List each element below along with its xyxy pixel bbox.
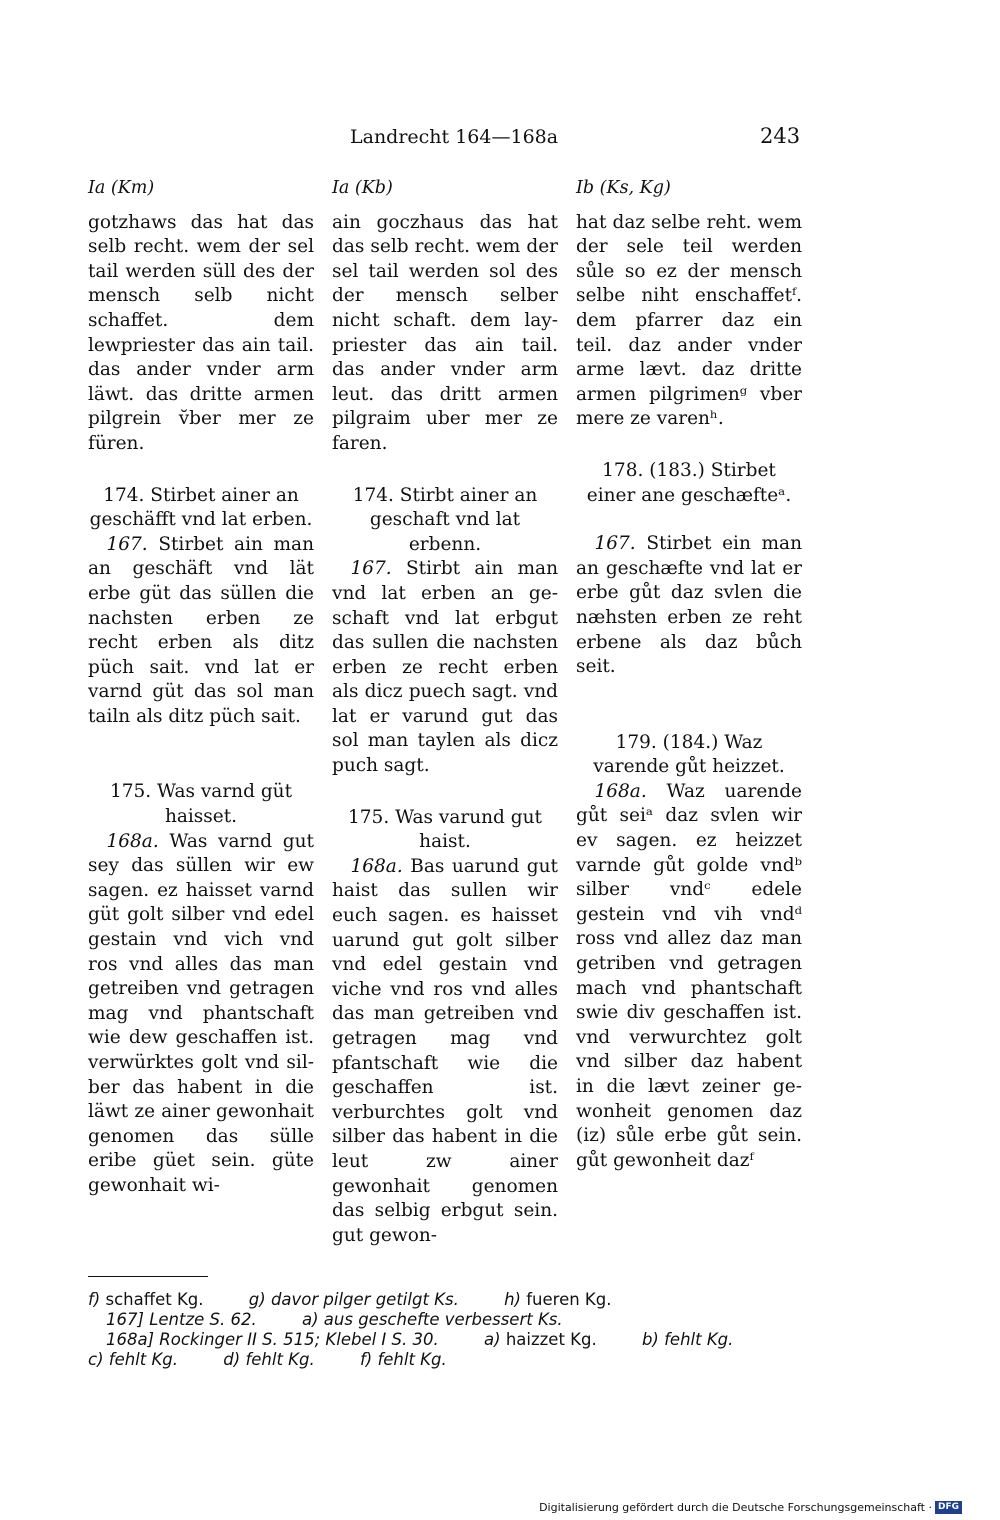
manuscript-siglum: Ia (Km) — [88, 178, 155, 198]
column-ia-kb — [332, 176, 558, 1248]
footnote-item — [106, 1310, 257, 1330]
footnote-text: Lentze S. 62. — [149, 1310, 257, 1329]
footnote-line — [88, 1330, 808, 1350]
intro-paragraph: gotzhaws das hat das selb recht. wem der sel tail werden süll des der mensch selb nicht schaffet. dem lewpriester das ain tail. das ander vnder arm läwt. das dritte armen pilgrein v̆ber mer ze füren. — [88, 211, 314, 454]
article-number: 168a. — [106, 830, 159, 852]
section-paragraph — [88, 533, 314, 730]
footnote-text: Rockinger II S. 515; Klebel I S. 30. — [159, 1330, 439, 1349]
section-heading: 174. Stirbet ainer an geschäfft vnd lat erben. — [89, 484, 313, 531]
footnote-line — [88, 1310, 808, 1330]
footnote-line — [88, 1350, 808, 1370]
footnote-text: haizzet Kg. — [505, 1330, 597, 1349]
article-text: Waz uarende gůt seiᵃ daz svlen wir ev sagen. ez heizzet varnde gůt golde vndᵇ silber vndᶜ edele gestein vnd vih vndᵈ ross vnd allez daz man getriben vnd getragen mach vnd phantschaft swie div geschaffen ist. vnd verwurchtez golt vnd silber daz habent in die lævt zeiner gewonheit genomen daz (iz) sůle erbe gůt sein. gůt gewonheit dazᶠ — [576, 780, 802, 1171]
section-heading: 175. Was varnd güt haisset. — [109, 781, 293, 828]
footnote-item — [88, 1290, 204, 1310]
footnote-item — [484, 1330, 597, 1350]
article-number: 168a. — [350, 855, 403, 877]
footnote-item — [302, 1310, 563, 1330]
intro-paragraph: hat daz selbe reht. wem der sele teil werden sůle so ez der mensch selbe niht enschaffetᶠ. dem pfarrer daz ein teil. daz ander vnder arme lævt. daz dritte armen pilgrimenᵍ vber mere ze varenʰ. — [576, 211, 802, 430]
section-heading: 179. (184.) Waz varende gůt heizzet. — [593, 731, 785, 778]
article-number: 168a. — [594, 780, 647, 802]
footnote-text: fehlt Kg. — [245, 1350, 315, 1369]
footnote-text: fehlt Kg. — [377, 1350, 447, 1369]
column-ib-ks-kg — [576, 176, 802, 1173]
footnote-text: fehlt Kg. — [108, 1350, 179, 1369]
footnote-label: h) — [504, 1290, 521, 1309]
footnote-label: f) — [359, 1350, 373, 1369]
footnote-item — [642, 1330, 733, 1350]
footnote-label: a) — [484, 1330, 501, 1349]
section-paragraph — [576, 532, 802, 680]
digitization-credit — [539, 1501, 962, 1514]
section-heading: 178. (183.) Stirbet einer ane geschæfteᵃ. — [586, 459, 792, 506]
dfg-logo: DFG — [935, 1501, 962, 1514]
footnote-label: c) — [88, 1350, 104, 1369]
article-text: Stirbet ein man an geschæfte vnd lat er erbe gůt daz svlen die næhsten erben ze reht erbene als daz bůch seit. — [576, 533, 803, 678]
column-ia-km — [88, 176, 314, 1199]
footnote-text: fehlt Kg. — [664, 1330, 734, 1349]
article-text: Stirbt ain man vnd lat erben an geschaft vnd lat erbgut das sullen die nachsten erben ze recht erben als dicz puech sagt. vnd lat er varund gut das sol man taylen als dicz puch sagt. — [332, 558, 558, 777]
manuscript-siglum: Ia (Kb) — [332, 178, 393, 198]
footnote-line — [88, 1290, 808, 1310]
section-heading: 175. Was varund gut haist. — [348, 806, 542, 853]
running-title: Landrecht 164—168a — [350, 126, 559, 148]
section-paragraph — [88, 830, 314, 1199]
footnote-item — [223, 1350, 314, 1370]
credit-text: Digitalisierung gefördert durch die Deutsche Forschungsgemeinschaft · — [539, 1501, 932, 1514]
footnote-label: d) — [223, 1350, 241, 1369]
footnote-label: f) — [88, 1290, 101, 1309]
section-heading: 174. Stirbt ainer an geschaft vnd lat erbenn. — [352, 484, 538, 555]
article-text: Was varnd gut sey das süllen wir ew sagen. ez haisset varnd güt golt silber vnd edel gestain vnd vich vnd ros vnd alles das man getreiben vnd getragen mag vnd phantschaft wie dew geschaffen ist. verwürktes golt vnd silber das habent in die läwt ze ainer gewonhait genomen das sülle eribe güet sein. güte gewonhait wi- — [88, 830, 314, 1196]
section-paragraph — [576, 780, 802, 1174]
footnote-item — [88, 1350, 178, 1370]
footnote-item — [504, 1290, 611, 1310]
footnote-text: fueren Kg. — [526, 1290, 612, 1309]
footnote-label: g) — [248, 1290, 266, 1309]
footnote-label: 167] — [106, 1310, 144, 1329]
footnote-label: 168a] — [106, 1330, 155, 1349]
page-number: 243 — [760, 124, 801, 148]
article-number: 167. — [350, 558, 392, 580]
footnote-label: b) — [641, 1330, 659, 1349]
footnote-text: schaffet Kg. — [105, 1290, 204, 1309]
footnote-divider — [88, 1276, 208, 1277]
footnote-label: a) — [301, 1310, 319, 1329]
footnote-item — [249, 1290, 459, 1310]
section-paragraph — [332, 855, 558, 1249]
footnotes — [88, 1290, 808, 1370]
footnote-item — [360, 1350, 447, 1370]
article-number: 167. — [106, 533, 148, 555]
footnote-text: aus geschefte verbessert Ks. — [323, 1310, 563, 1329]
article-text: Bas uarund gut haist das sullen wir euch sagen. es haisset uarund gut golt silber vnd edel gestain vnd viche vnd ros vnd alles das man getreiben vnd getragen mag vnd pfantschaft wie die geschaffen ist. verburchtes golt vnd silber das habent in die leut zw ainer gewonhait genomen das selbig erbgut sein. gut gewon- — [332, 855, 558, 1246]
intro-paragraph: ain goczhaus das hat das selb recht. wem der sel tail werden sol des der mensch selber nicht schaft. dem laypriester das ain tail. das ander vnder arm leut. das dritt armen pilgraim uber mer ze faren. — [332, 211, 558, 454]
article-number: 167. — [594, 533, 636, 555]
footnote-item — [106, 1330, 439, 1350]
section-paragraph — [332, 557, 558, 778]
article-text: Stirbet ain man an geschäft vnd lät erbe güt das süllen die nachsten erben ze recht erben als ditz püch sait. vnd lat er varnd güt das sol man tailn als ditz püch sait. — [88, 533, 314, 727]
manuscript-siglum: Ib (Ks, Kg) — [576, 178, 671, 198]
footnote-text: davor pilger getilgt Ks. — [270, 1290, 459, 1309]
